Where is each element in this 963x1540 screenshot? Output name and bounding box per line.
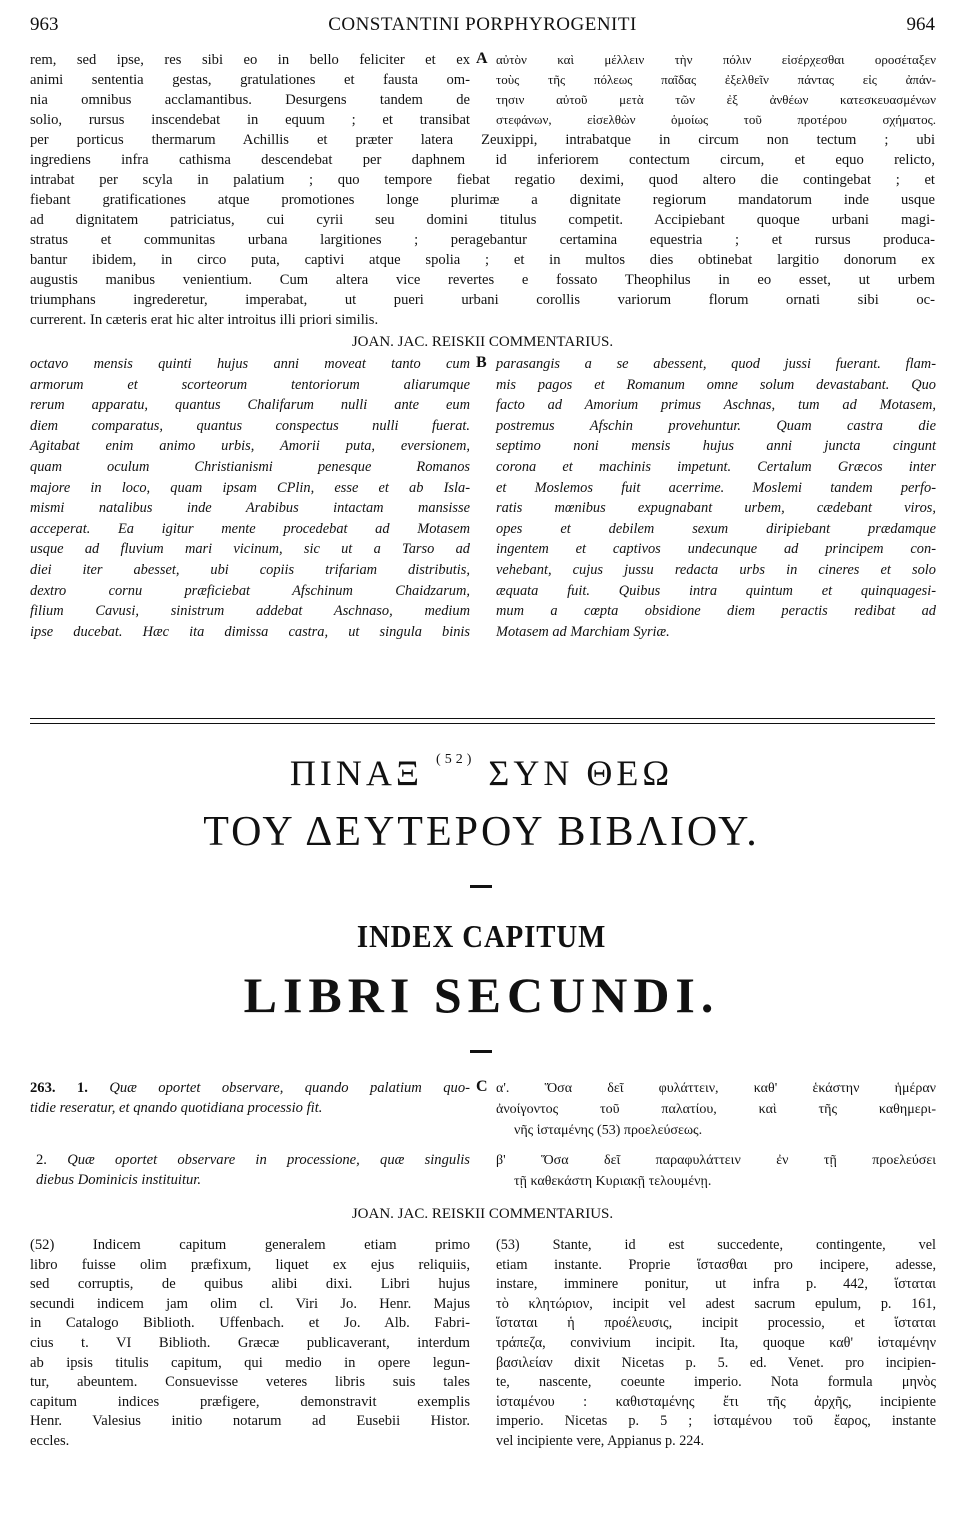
- text-line: æquata fuit. Quibus intra quintum et quinquagesi-: [496, 582, 936, 599]
- greek-title-line2: ΤΟΥ ΔΕΥΤΕΡΟΥ ΒΙΒΛΙΟΥ.: [203, 809, 760, 855]
- text-line: rem, sed ipse, res sibi eo in bello feliciter et ex: [30, 52, 470, 68]
- divider-rule: [30, 723, 935, 724]
- greek-line: τῇ καθεκάστη Κυριακῇ τελουμένῃ.: [514, 1174, 712, 1189]
- running-header: [30, 14, 935, 40]
- text-line: currerent. In cæteris erat hic alter introitus illi priori similis.: [30, 312, 379, 328]
- text-line: ipse ducebat. Hæc ita dimissa castra, ut singula binis: [30, 623, 470, 640]
- text-line: tidie reseratur, et qnando quotidiana processio fit.: [30, 1100, 323, 1116]
- greek-line: β' Ὅσα δεῖ παραφυλάττειν ἐν τῇ προελεύσει: [496, 1153, 936, 1168]
- index-item-text: Quæ oportet observare in processione, quæ singulis: [67, 1152, 470, 1168]
- margin-marker-a: A: [476, 50, 488, 67]
- text-line: libro fuisse olim præfixum, liquet ex ejus reliquiis,: [30, 1256, 470, 1273]
- text-line: armorum et scorteorum tentoriorum aliarumque: [30, 376, 470, 393]
- index-item-text: Quæ oportet observare, quando palatium quo-: [109, 1080, 471, 1096]
- text-line: diebus Dominicis instituitur.: [36, 1172, 201, 1188]
- top-right-column-greek: [496, 50, 936, 130]
- top-left-column: [30, 50, 470, 130]
- text-line: animi sententia gestas, gratulationes et fausta om-: [30, 72, 470, 88]
- text-line: (53) Stante, id est succedente, contingente, vel: [496, 1237, 936, 1253]
- text-line: acceperat. Ea igitur mente procedebat ad Motasem: [30, 520, 470, 537]
- text-line: Agitabat enim animo urbis, Amorii puta, eversionem,: [30, 438, 470, 455]
- text-line: stratus et communitas urbana largitiones ; peragebantur certamina equestria ; et rursus producа-: [30, 232, 935, 248]
- greek-line: τησιν αὐτοῦ μετὰ τῶν ἐξ ἀνθέων κατεσκευασμένων: [496, 92, 936, 107]
- text-line: majore in loco, quam ipsam CPlin, esse et ab Isla-: [30, 479, 470, 496]
- text-line: per porticus thermarum Achillis et præter latera Zeuxippi, intrabatque in circum non tectum ; ubi: [30, 132, 935, 148]
- text-line: vel incipiente vere, Appianus p. 224.: [496, 1432, 705, 1449]
- text-line: τράπεζα, convivium incipit. Ita, quoque καθ' ἱσταμένην: [496, 1334, 936, 1351]
- text-line: [36, 1150, 470, 1170]
- text-line: diei iter abesset, ubi copiis trifariam distributis,: [30, 561, 470, 578]
- index-item-1-greek: [496, 1078, 936, 1141]
- latin-title-line1: INDEX CAPITUM: [356, 918, 607, 954]
- text-line: imperio. Nicetas p. 5 ; ἱσταμένου τοῦ ἔαρος, instante: [496, 1413, 936, 1430]
- page-number-right: 964: [906, 14, 935, 35]
- text-line: mis pagos et Romanum omne solum devastabant. Quo: [496, 376, 936, 393]
- index-item-2-latin: [36, 1150, 470, 1190]
- text-line: diem comparatus, quantus conspectus nulli fuerat.: [30, 417, 470, 434]
- text-line: quam oculum Christianismi penesque Romanos: [30, 458, 470, 475]
- text-line: [30, 1078, 470, 1098]
- text-line: ab ipsis titulis capitum, qui medio in opere legun-: [30, 1354, 470, 1371]
- text-line: Henr. Valesius initio notarum ad Eusebii Histor.: [30, 1413, 470, 1430]
- text-line: triumphans ingrederetur, imperabat, ut pueri urbani corollis variorum florum ornati sibi oc-: [30, 292, 935, 308]
- text-line: in Catalogo Biblioth. Uffenbach. et Jo. Alb. Fabri-: [30, 1315, 470, 1332]
- commentary2-left-column: [30, 1236, 470, 1452]
- text-line: octavo mensis quinti hujus anni moveat tanto cum: [30, 356, 470, 372]
- greek-title-line1: [0, 752, 963, 794]
- text-line: postremus Afschin provehuntur. Quam castra die: [496, 417, 936, 434]
- text-line: secundi indicem jam olim cl. Viri Jo. Henr. Majus: [30, 1295, 470, 1312]
- title-syn-theo: ΣΥΝ ΘΕΩ: [488, 753, 674, 793]
- commentary-heading: JOAN. JAC. REISKII COMMENTARIUS.: [351, 1206, 614, 1222]
- text-line: filium Cavusi, sinistrum addebat Aschnaso, medium: [30, 603, 470, 620]
- index-item-1-latin: [30, 1078, 470, 1118]
- text-line: ingentem et captivos undecunque ad principem con-: [496, 541, 936, 558]
- index-item-number: 263. 1.: [30, 1080, 88, 1096]
- text-line: ἱσταμένου : καθισταμένης ἔτι τῆς ἀρχῆς, incipiente: [496, 1393, 936, 1410]
- text-line: parasangis a se abessent, quod jussi fuerant. flam-: [496, 356, 936, 372]
- text-line: etiam instante. Proprie ἵστασθαι pro incipere, adesse,: [496, 1256, 936, 1273]
- text-line: dextro cornu præficiebat Afschinum Chaidzarum,: [30, 582, 470, 599]
- text-line: fiebant gratificationes atque promotiones longe plurimæ a dignitate regiorum mandatorum inde usque: [30, 192, 935, 208]
- text-line: eccles.: [30, 1432, 70, 1449]
- text-line: (52) Indicem capitum generalem etiam primo: [30, 1237, 470, 1253]
- title-pinax: ΠΙΝΑΞ: [289, 753, 424, 793]
- text-line: te, nascente, coeunte imperio. Nota formula μηνὸς: [496, 1374, 936, 1391]
- text-line: opes et debilem sexum diripiebant prædamque: [496, 520, 936, 537]
- text-line: Motasem ad Marchiam Syriæ.: [496, 623, 670, 640]
- greek-line: α'. Ὅσα δεῖ φυλάττειν, καθ' ἑκάστην ἡμέραν: [496, 1081, 936, 1096]
- text-line: vehebant, cujus jussu redacta urbs in cineres et solo: [496, 561, 936, 578]
- text-line: augustis manibus venientium. Cum altera vice revertes e fossato Theophilus in eo esset, ut urbem: [30, 272, 935, 288]
- index-item-2-greek: [496, 1150, 936, 1192]
- commentary-heading: JOAN. JAC. REISKII COMMENTARIUS.: [351, 334, 614, 350]
- text-line: cius t. VI Biblioth. Græcæ publicaverant, interdum: [30, 1334, 470, 1351]
- text-line: corona et machinis impetunt. Certalum Græcos inter: [496, 458, 936, 475]
- text-line: intrabat per scyla in palatium ; quo tempore fiebat regatio deximi, quod altero die contingebat ; et: [30, 172, 935, 188]
- greek-line: στεφάνων, εἰσελθὼν ὁμοίως τοῦ προτέρου σχήματος.: [496, 112, 936, 127]
- index-item-number: 2.: [36, 1152, 47, 1168]
- text-line: solio, rursus inscendebat in equum ; et transibat: [30, 112, 470, 128]
- text-line: septimo noni mensis hujus anni juncta cingunt: [496, 438, 936, 455]
- title-dash: [470, 885, 492, 888]
- text-line: usque ad fluvium mari vicinum, sic ut a Tarso ad: [30, 541, 470, 558]
- text-line: capitum indices præfigere, demonstravit exemplis: [30, 1393, 470, 1410]
- text-line: βασιλείαν dixit Nicetas p. 5. ed. Venet. pro incipien-: [496, 1354, 936, 1371]
- greek-line: ἀνοίγοντος τοῦ παλατίου, καὶ τῆς καθημερι-: [496, 1102, 936, 1117]
- text-line: ad dignitatem patriciatus, cui cyrii seu domini titulus competit. Accipiebant quoque urbani magi-: [30, 212, 935, 228]
- text-line: facto ad Amorium primus Aschnas, tum ad Motasem,: [496, 397, 936, 414]
- full-width-paragraph: [30, 130, 935, 330]
- commentary1-left-column: [30, 354, 470, 642]
- text-line: mum a cœpta obsidione diem peractis redibat ad: [496, 603, 936, 620]
- text-line: ingrediens infra cathisma descendebat per daphnem id inferiorem contectum circum, et equo relicto,: [30, 152, 935, 168]
- text-line: nia omnibus acclamantibus. Desurgens tandem de: [30, 92, 470, 108]
- text-line: τὸ κλητώριον, incipit vel adest sacrum epulum, p. 161,: [496, 1295, 936, 1312]
- latin-title-line2: LIBRI SECUNDI.: [243, 967, 720, 1023]
- title-dash: [470, 1050, 492, 1053]
- footnote-ref-52: (52): [436, 752, 476, 767]
- text-line: rerum apparatu, quantus Chalifarum nulli ante eum: [30, 397, 470, 414]
- running-title: CONSTANTINI PORPHYROGENITI: [328, 14, 637, 35]
- text-line: sed corruptis, de quibus alibi dixi. Libri hujus: [30, 1276, 470, 1293]
- text-line: bantur ibidem, in circo puta, captivi atque spolia ; et in multos dies obtinebat largitio donorum ex: [30, 252, 935, 268]
- text-line: ἵσταται ἡ προέλευσις, incipit processio, et ἵσταται: [496, 1315, 936, 1332]
- margin-marker-b: B: [476, 354, 487, 371]
- text-line: et Moslemos fuit acerrime. Moslemi tandem perfo-: [496, 479, 936, 496]
- commentary1-right-column: [496, 354, 936, 642]
- text-line: instare, imminere ponitur, ut infra p. 442, ἵσταται: [496, 1276, 936, 1293]
- greek-line: νῆς ἱσταμένης (53) προελεύσεως.: [514, 1123, 703, 1138]
- margin-marker-c: C: [476, 1078, 488, 1095]
- page-number-left: 963: [30, 14, 59, 35]
- text-line: mismi natalibus inde Arabibus intactam mansisse: [30, 500, 470, 517]
- divider-rule: [30, 718, 935, 719]
- greek-line: αὐτὸν καὶ μέλλειν τὴν πόλιν εἰσέρχεσθαι οροσέταξεν: [496, 52, 936, 67]
- commentary2-right-column: [496, 1236, 936, 1452]
- text-line: tur, abeuntem. Consuevisse veteres libris suis tales: [30, 1374, 470, 1391]
- text-line: ratis mœnibus expugnabant urbem, cædebant viros,: [496, 500, 936, 517]
- greek-line: τοὺς τῆς πόλεως παῖδας ἐξελθεῖν πάντας εἰς ἀπάν-: [496, 72, 936, 87]
